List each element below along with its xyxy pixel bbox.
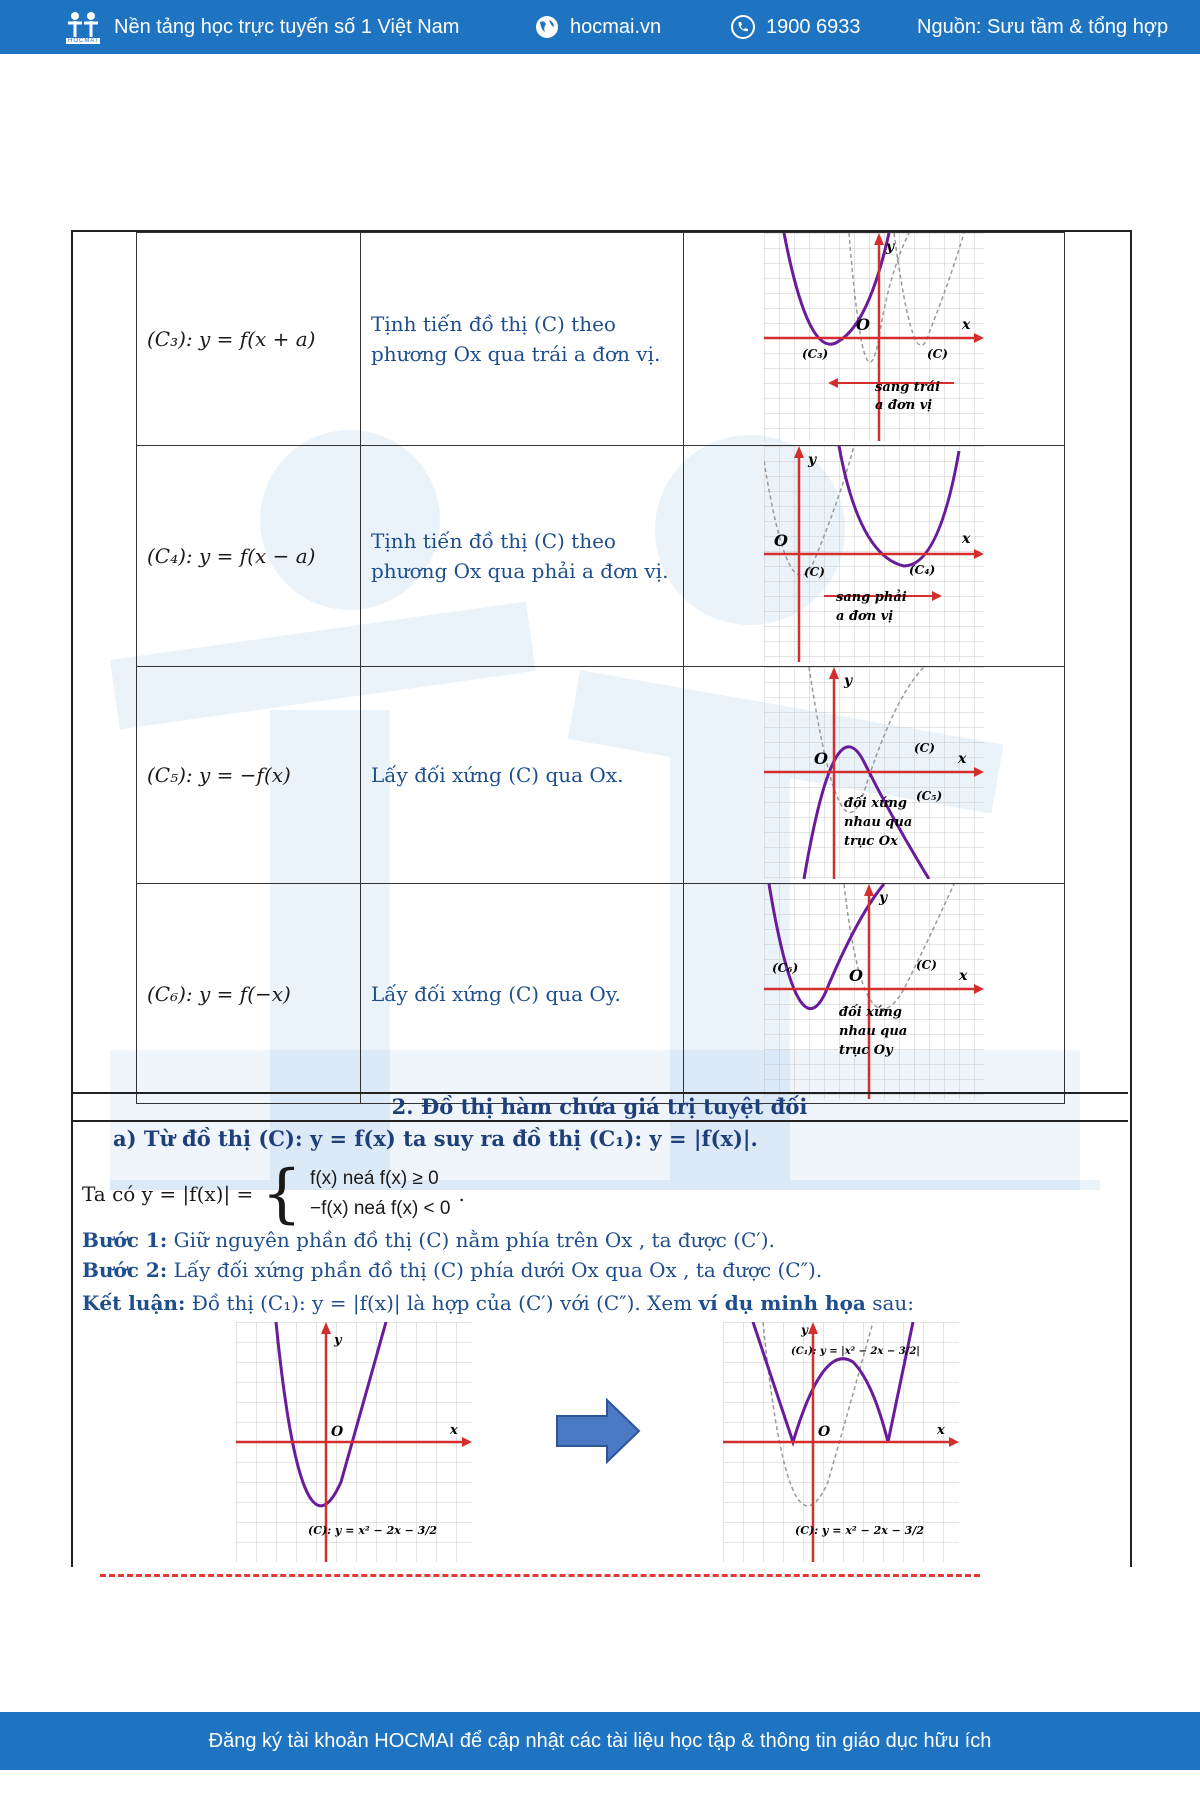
formula-cell: (C₄): y = f(x − a) — [137, 446, 361, 667]
step-2-text: Lấy đối xứng phần đồ thị (C) phía dưới Ox qua Ox , ta được (C″). — [167, 1258, 823, 1282]
y-label: y — [334, 1333, 342, 1348]
case-negative: −f(x) neá f(x) < 0 — [310, 1198, 451, 1219]
origin-label: O — [849, 966, 863, 985]
step-1-label: Bước 1: — [82, 1228, 168, 1252]
dashed-separator — [100, 1574, 980, 1577]
y-label: y — [886, 239, 895, 255]
note-line: trục Oy — [839, 1043, 893, 1058]
case-rows — [310, 1164, 450, 1224]
transformation-table — [136, 232, 1065, 1104]
x-label: x — [958, 751, 967, 767]
y-label: y — [879, 890, 888, 906]
note-line: đối xứng — [844, 796, 907, 811]
conclusion-end: sau: — [865, 1291, 915, 1315]
slogan: Nền tảng học trực tuyến số 1 Việt Nam — [114, 15, 460, 38]
phone-icon — [730, 14, 756, 40]
graph-c4 — [764, 446, 984, 662]
note-line: nhau qua — [844, 815, 913, 830]
phone-link[interactable] — [730, 0, 861, 54]
source-note — [917, 0, 1168, 54]
subheading-a: a) Từ đồ thị (C): y = f(x) ta suy ra đồ thị (C₁): y = |f(x)|. — [113, 1126, 758, 1151]
y-label: y — [844, 673, 853, 689]
hocmai-logo — [62, 6, 104, 48]
graph-cell — [684, 667, 1065, 884]
description-cell: Lấy đối xứng (C) qua Ox. — [361, 667, 684, 884]
brand[interactable] — [62, 0, 459, 54]
base-curve-label: (C) — [916, 958, 937, 972]
conclusion-bold: ví dụ minh họa — [698, 1291, 866, 1315]
x-label: x — [959, 968, 968, 984]
note-line: sang phải — [836, 590, 907, 605]
origin-label: O — [818, 1424, 831, 1440]
table-row — [137, 667, 1065, 884]
website-text: hocmai.vn — [570, 15, 662, 38]
people-icon — [65, 11, 101, 37]
curve-label: (C₃) — [802, 347, 829, 361]
conclusion-label: Kết luận: — [82, 1291, 186, 1315]
phone-text: 1900 6933 — [766, 15, 861, 38]
conclusion-text: Đồ thị (C₁): y = |f(x)| là hợp của (C′) với (C″). Xem — [185, 1291, 699, 1315]
curve-label: (C₆) — [772, 961, 799, 975]
example-graph-left — [236, 1322, 472, 1562]
curve-label: (C₄) — [909, 563, 936, 577]
curve-label: (C): y = x² − 2x − 3/2 — [308, 1524, 437, 1537]
graph-cell — [684, 233, 1065, 446]
ta-co-text: Ta có y = |f(x)| = — [82, 1182, 254, 1206]
x-label: x — [962, 317, 971, 333]
divider — [71, 1120, 1128, 1122]
description-cell: Tịnh tiến đồ thị (C) theo phương Ox qua phải a đơn vị. — [361, 446, 684, 667]
case-positive: f(x) neá f(x) ≥ 0 — [310, 1168, 439, 1189]
top-banner — [0, 0, 1200, 54]
step-2-label: Bước 2: — [82, 1258, 168, 1282]
x-label: x — [962, 531, 971, 547]
origin-label: O — [814, 749, 828, 768]
table-row — [137, 233, 1065, 446]
table-row — [137, 446, 1065, 667]
case-end: . — [458, 1182, 465, 1206]
origin-label: O — [331, 1424, 344, 1440]
formula-cell: (C₅): y = −f(x) — [137, 667, 361, 884]
piecewise-definition — [82, 1157, 465, 1231]
globe-icon — [534, 14, 560, 40]
curve-label: (C₅) — [916, 789, 943, 803]
right-arrow-icon — [555, 1398, 641, 1464]
origin-label: O — [856, 315, 870, 334]
source-text: Nguồn: Sưu tầm & tổng hợp — [917, 15, 1169, 38]
top-curve-label: (C₁): y = |x² − 2x − 3/2| — [791, 1346, 920, 1357]
note-line: trục Ox — [844, 834, 898, 849]
description-cell: Lấy đối xứng (C) qua Oy. — [361, 884, 684, 1104]
origin-label: O — [774, 531, 788, 550]
table-row — [137, 884, 1065, 1104]
step-1 — [82, 1228, 775, 1252]
website-link[interactable] — [534, 0, 661, 54]
brace-symbol: { — [261, 1157, 303, 1231]
note-line: a đơn vị — [836, 609, 894, 624]
step-2 — [82, 1258, 822, 1282]
note-line: sang trái — [875, 380, 941, 395]
note-line: a đơn vị — [875, 398, 933, 413]
note-line: nhau qua — [839, 1024, 908, 1039]
description-cell: Tịnh tiến đồ thị (C) theo phương Ox qua trái a đơn vị. — [361, 233, 684, 446]
footer-text: Đăng ký tài khoản HOCMAI để cập nhật các tài liệu học tập & thông tin giáo dục hữu ích — [208, 1729, 992, 1752]
example-graph-right — [723, 1322, 959, 1562]
y-label: y — [801, 1323, 808, 1337]
x-label: x — [450, 1423, 458, 1438]
graph-cell — [684, 446, 1065, 667]
graph-c3 — [764, 233, 984, 441]
step-1-text: Giữ nguyên phần đồ thị (C) nằm phía trên Ox , ta được (C′). — [167, 1228, 775, 1252]
section-title: 2. Đồ thị hàm chứa giá trị tuyệt đối — [391, 1094, 808, 1119]
logo-text: HOCMAI — [68, 37, 98, 44]
formula-cell: (C₆): y = f(−x) — [137, 884, 361, 1104]
y-label: y — [808, 452, 817, 468]
bottom-banner[interactable] — [0, 1712, 1200, 1770]
formula-cell: (C₃): y = f(x + a) — [137, 233, 361, 446]
base-curve-label: (C) — [927, 347, 948, 361]
graph-c6 — [764, 884, 984, 1099]
note-line: đối xứng — [839, 1005, 902, 1020]
x-label: x — [937, 1423, 945, 1438]
curve-label: (C): y = x² − 2x − 3/2 — [795, 1524, 924, 1537]
base-curve-label: (C) — [914, 741, 935, 755]
conclusion — [82, 1291, 914, 1315]
base-curve-label: (C) — [804, 565, 825, 579]
graph-cell — [684, 884, 1065, 1104]
graph-c5 — [764, 667, 984, 879]
